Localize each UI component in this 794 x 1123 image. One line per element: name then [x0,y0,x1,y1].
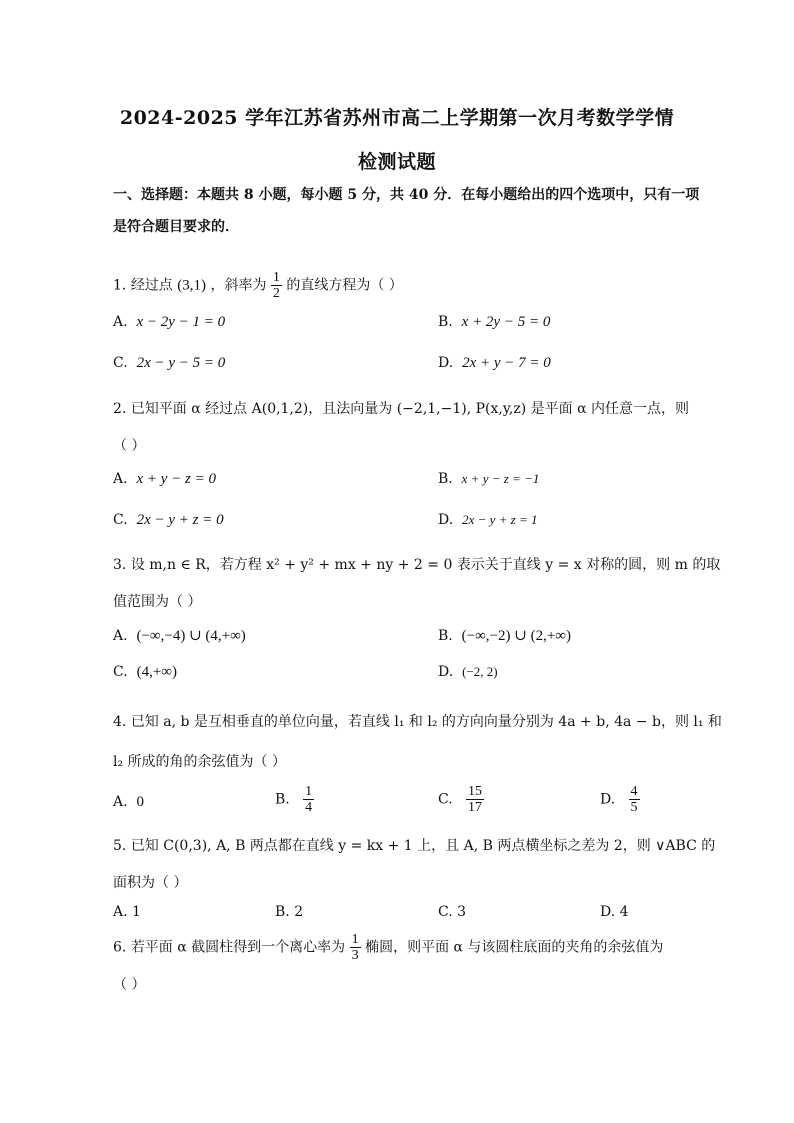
question-3-option-b: B. (−∞,−2) ∪ (2,+∞) [438,628,571,644]
question-number: 1. [113,277,127,294]
exam-title-line2: 检测试题 [357,151,436,173]
fraction: $\frac{15}{17}$ [468,784,483,815]
question-5-stem-line2: 面积为（ ） [113,875,188,891]
question-3-option-c: C. (4,+∞) [113,664,177,680]
question-2-option-c: C. 2x − y + z = 0 [113,512,224,528]
question-4-option-a: A. 0 [113,794,144,810]
question-1-option-a: A. x − 2y − 1 = 0 [113,314,226,330]
question-4-option-b: B. $\frac{1}{4}$ [275,784,313,815]
question-5-option-c: C. 3 [438,904,467,920]
question-2-stem-line2: （ ） [113,438,146,454]
question-1-stem: 1. 经过点 (3,1) ，斜率为 $\frac{1}{2}$ 的直线方程为（ ） [113,270,403,301]
question-6-stem-line2: （ ） [113,977,146,993]
exam-title-line1: 2024-2025 学年江苏省苏州市高二上学期第一次月考数学学情 [119,107,675,129]
question-1-option-b: B. x + 2y − 5 = 0 [438,314,551,330]
question-2-stem-line1: 2. 已知平面 α 经过点 A(0,1,2)，且法向量为 (−2,1,−1), P(x,y,z) 是平面 α 内任意一点，则 [113,401,689,417]
question-2-option-d: D. 2x − y + z = 1 [438,512,538,528]
question-4-stem-line1: 4. 已知 a, b 是互相垂直的单位向量，若直线 l₁ 和 l₂ 的方向向量分别为 4a + b, 4a − b，则 l₁ 和 [113,714,722,730]
question-5-option-d: D. 4 [600,904,629,920]
question-4-stem-line2: l₂ 所成的角的余弦值为（ ） [113,754,286,770]
question-3-stem-line1: 3. 设 m,n ∈ R，若方程 x² + y² + mx + ny + 2 = 0 表示关于直线 y = x 对称的圆，则 m 的取 [113,557,721,573]
question-4-option-d: D. $\frac{4}{5}$ [600,784,638,815]
question-2-option-a: A. x + y − z = 0 [113,471,216,487]
question-6-stem-line1: 6. 若平面 α 截圆柱得到一个离心率为 $\frac{1}{3}$ 椭圆，则平面 α 与该圆柱底面的夹角的余弦值为 [113,932,664,963]
question-3-stem-line2: 值范围为（ ） [113,594,202,610]
question-3-option-d: D. (−2, 2) [438,664,498,680]
fraction: $\frac{1}{3}$ [351,932,359,963]
question-5-option-a: A. 1 [113,904,141,920]
section-instruction-line2: 是符合题目要求的． [113,219,239,235]
question-5-option-b: B. 2 [275,904,304,920]
section-instruction-line1: 一、选择题：本题共 8 小题，每小题 5 分，共 40 分．在每小题给出的四个选项中，只有一项 [113,187,700,203]
fraction: $\frac{4}{5}$ [630,784,638,815]
fraction: $\frac{1}{4}$ [305,784,313,815]
question-1-option-c: C. 2x − y − 5 = 0 [113,355,226,371]
question-4-option-c: C. $\frac{15}{17}$ [438,784,483,815]
question-3-option-a: A. (−∞,−4) ∪ (4,+∞) [113,628,246,644]
question-5-stem-line1: 5. 已知 C(0,3), A, B 两点都在直线 y = kx + 1 上，且 A, B 两点横坐标之差为 2，则 ∨ABC 的 [113,838,716,854]
question-2-option-b: B. x + y − z = −1 [438,471,540,487]
fraction: $\frac{1}{2}$ [272,270,280,301]
question-1-option-d: D. 2x + y − 7 = 0 [438,355,551,371]
